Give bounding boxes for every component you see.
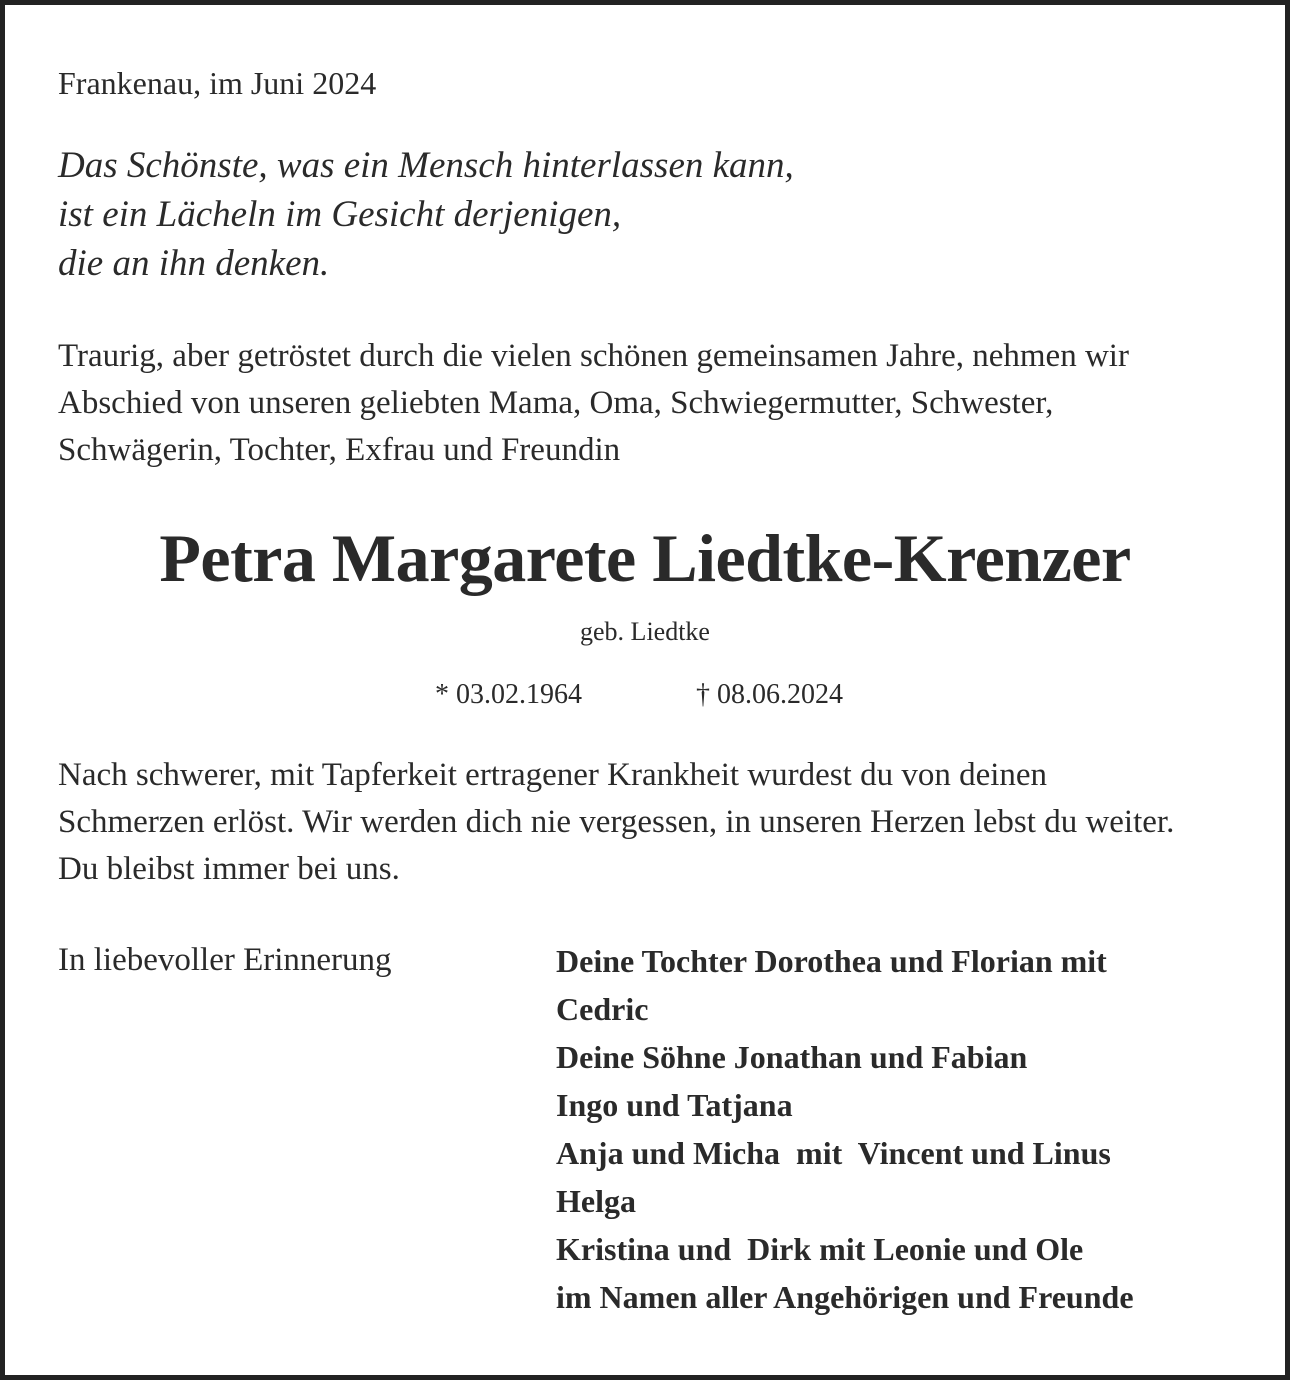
closing-line: Schmerzen erlöst. Wir werden dich nie vergessen, in unseren Herzen lebst du weiter.: [58, 804, 1175, 840]
memorial-quote: [58, 141, 794, 288]
deceased-name: Petra Margarete Liedtke-Krenzer: [159, 520, 1131, 596]
mourner-line: Deine Tochter Dorothea und Florian mit: [556, 943, 1107, 979]
mourner-line: Deine Söhne Jonathan und Fabian: [556, 1039, 1028, 1075]
birth-date: * 03.02.1964: [435, 679, 582, 710]
intro-line: Abschied von unseren geliebten Mama, Oma, Schwiegermutter, Schwester,: [58, 385, 1054, 421]
maiden-name: geb. Liedtke: [580, 617, 710, 646]
mourner-line: Kristina und Dirk mit Leonie und Ole: [556, 1231, 1084, 1267]
mourners-list: [556, 937, 1134, 1321]
closing-line: Nach schwerer, mit Tapferkeit ertragener Krankheit wurdest du von deinen: [58, 757, 1048, 793]
intro-line: Traurig, aber getröstet durch die vielen schönen gemeinsamen Jahre, nehmen wir: [58, 338, 1129, 374]
mourner-line: im Namen aller Angehörigen und Freunde: [556, 1279, 1134, 1315]
memory-label: In liebevoller Erinnerung: [58, 942, 392, 978]
closing-line: Du bleibst immer bei uns.: [58, 851, 400, 887]
mourner-line: Helga: [556, 1183, 636, 1219]
closing-text: [58, 752, 1174, 893]
mourner-line: Cedric: [556, 991, 649, 1027]
mourner-line: Anja und Micha mit Vincent und Linus: [556, 1135, 1111, 1171]
quote-line: Das Schönste, was ein Mensch hinterlassen kann,: [58, 145, 794, 186]
death-date: † 08.06.2024: [696, 679, 843, 710]
quote-line: ist ein Lächeln im Gesicht derjenigen,: [58, 194, 622, 235]
quote-line: die an ihn denken.: [58, 243, 330, 284]
intro-line: Schwägerin, Tochter, Exfrau und Freundin: [58, 432, 621, 468]
place-date: Frankenau, im Juni 2024: [58, 65, 377, 101]
mourner-line: Ingo und Tatjana: [556, 1087, 793, 1123]
intro-text: [58, 333, 1129, 474]
